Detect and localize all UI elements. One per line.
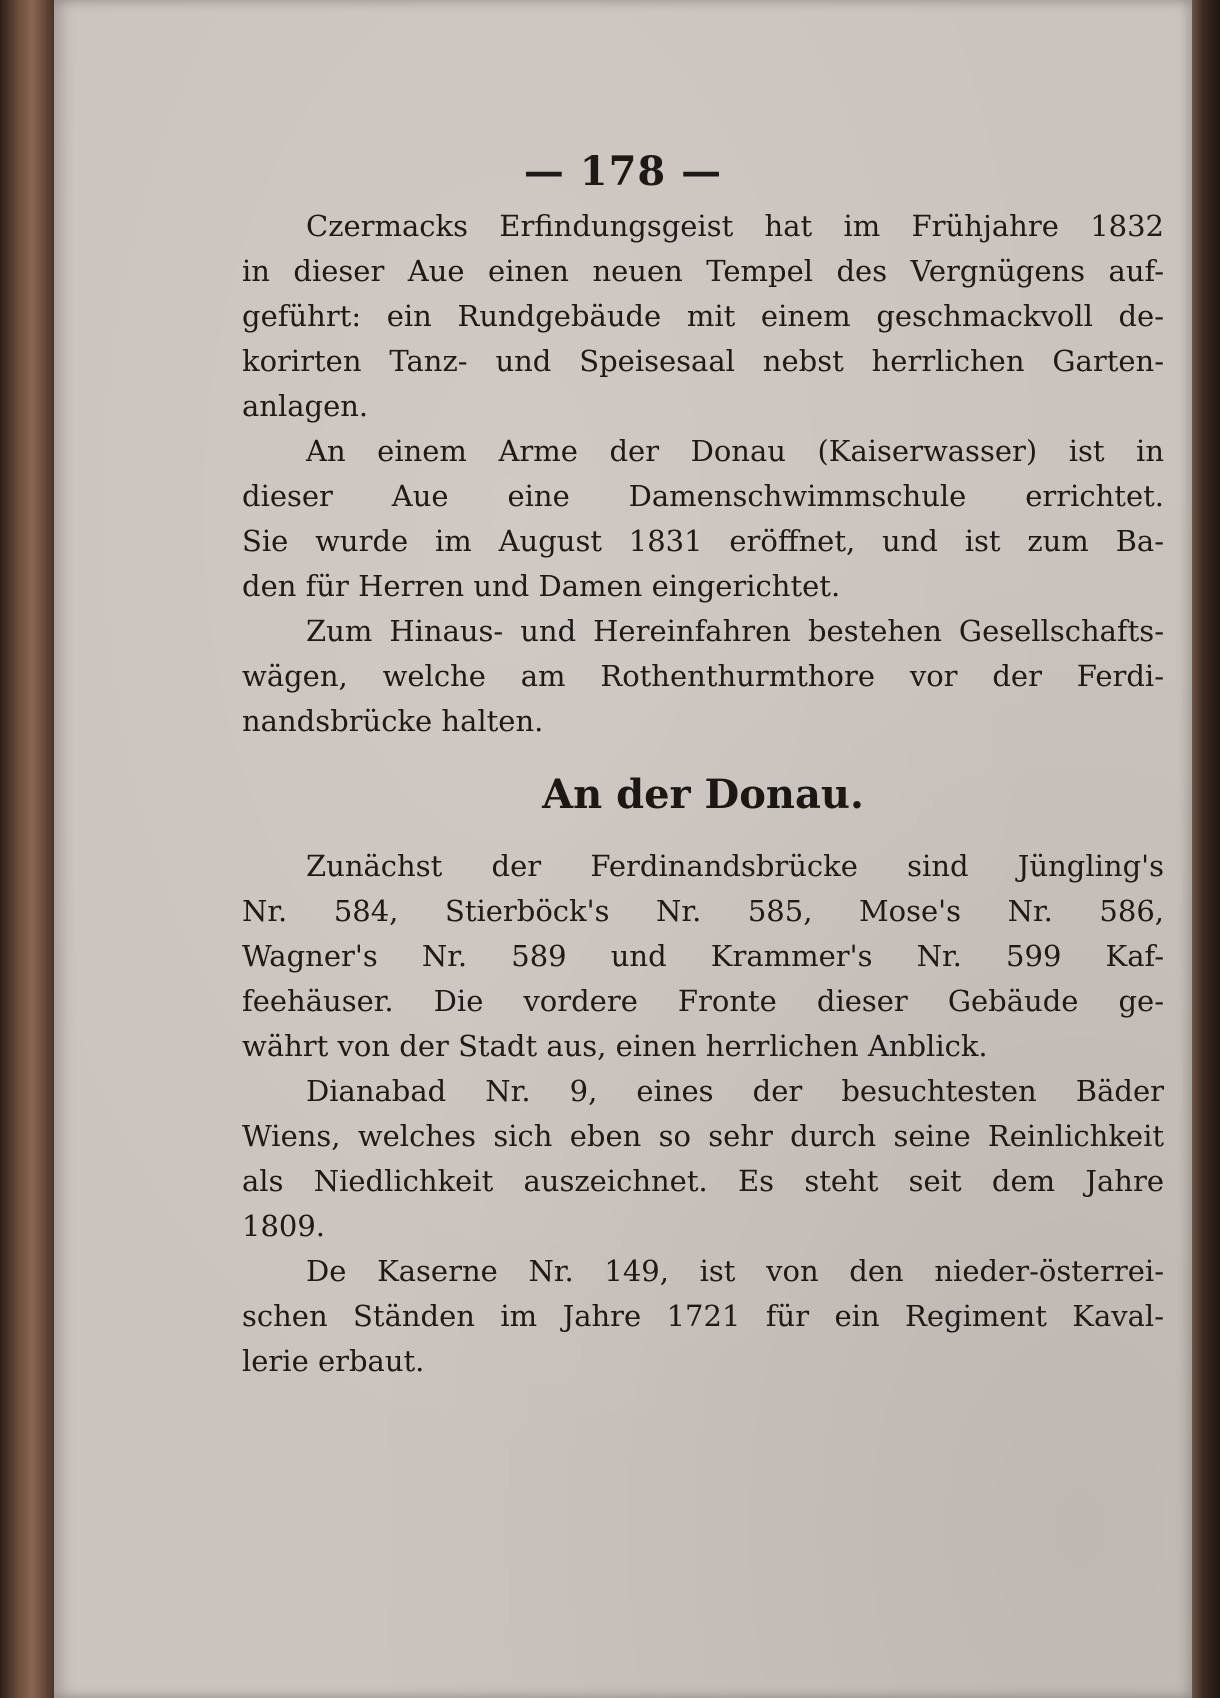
page-number: — 178 — [523, 148, 723, 195]
text-line: Zunächst der Ferdinandsbrücke sind Jüngling's [306, 849, 1164, 883]
text-line: den für Herren und Damen eingerichtet. [242, 569, 841, 603]
text-line: Dianabad Nr. 9, eines der besuchtesten Bäder [306, 1074, 1164, 1108]
page-body [242, 204, 1164, 1384]
text-line: dieser Aue eine Damenschwimmschule errichtet. [242, 479, 1164, 513]
text-line: in dieser Aue einen neuen Tempel des Vergnügens auf- [242, 254, 1164, 288]
text-line: schen Ständen im Jahre 1721 für ein Regiment Kaval- [242, 1299, 1164, 1333]
text-line: Nr. 584, Stierböck's Nr. 585, Mose's Nr. 586, [242, 894, 1164, 928]
text-line: nandsbrücke halten. [242, 704, 544, 738]
text-line: korirten Tanz- und Speisesaal nebst herrlichen Garten- [242, 344, 1164, 378]
text-line: Zum Hinaus- und Hereinfahren bestehen Gesellschafts- [306, 614, 1164, 648]
text-line: Czermacks Erfindungsgeist hat im Frühjahre 1832 [306, 209, 1164, 243]
text-line: wägen, welche am Rothenthurmthore vor der Ferdi- [242, 659, 1164, 693]
paragraph [242, 609, 1164, 744]
text-line: Wiens, welches sich eben so sehr durch seine Reinlichkeit [242, 1119, 1164, 1153]
book-binding-edge-right [1192, 0, 1220, 1698]
text-line: feehäuser. Die vordere Fronte dieser Gebäude ge- [242, 984, 1164, 1018]
section-heading: An der Donau. [542, 771, 864, 818]
paragraph [242, 1069, 1164, 1249]
text-line: De Kaserne Nr. 149, ist von den nieder-österrei- [306, 1254, 1164, 1288]
text-line: Wagner's Nr. 589 und Krammer's Nr. 599 Kaf- [242, 939, 1164, 973]
text-line: 1809. [242, 1209, 326, 1243]
text-line: An einem Arme der Donau (Kaiserwasser) ist in [306, 434, 1164, 468]
paragraph [242, 1249, 1164, 1384]
paragraph [242, 429, 1164, 609]
paragraph [242, 844, 1164, 1069]
text-line: geführt: ein Rundgebäude mit einem geschmackvoll de- [242, 299, 1164, 333]
paragraph [242, 204, 1164, 429]
book-page [54, 0, 1192, 1698]
book-binding-edge-left [0, 0, 54, 1698]
text-line: als Niedlichkeit auszeichnet. Es steht seit dem Jahre [242, 1164, 1164, 1198]
text-line: anlagen. [242, 389, 369, 423]
text-line: Sie wurde im August 1831 eröffnet, und ist zum Ba- [242, 524, 1164, 558]
text-line: lerie erbaut. [242, 1344, 425, 1378]
text-line: währt von der Stadt aus, einen herrlichen Anblick. [242, 1029, 988, 1063]
